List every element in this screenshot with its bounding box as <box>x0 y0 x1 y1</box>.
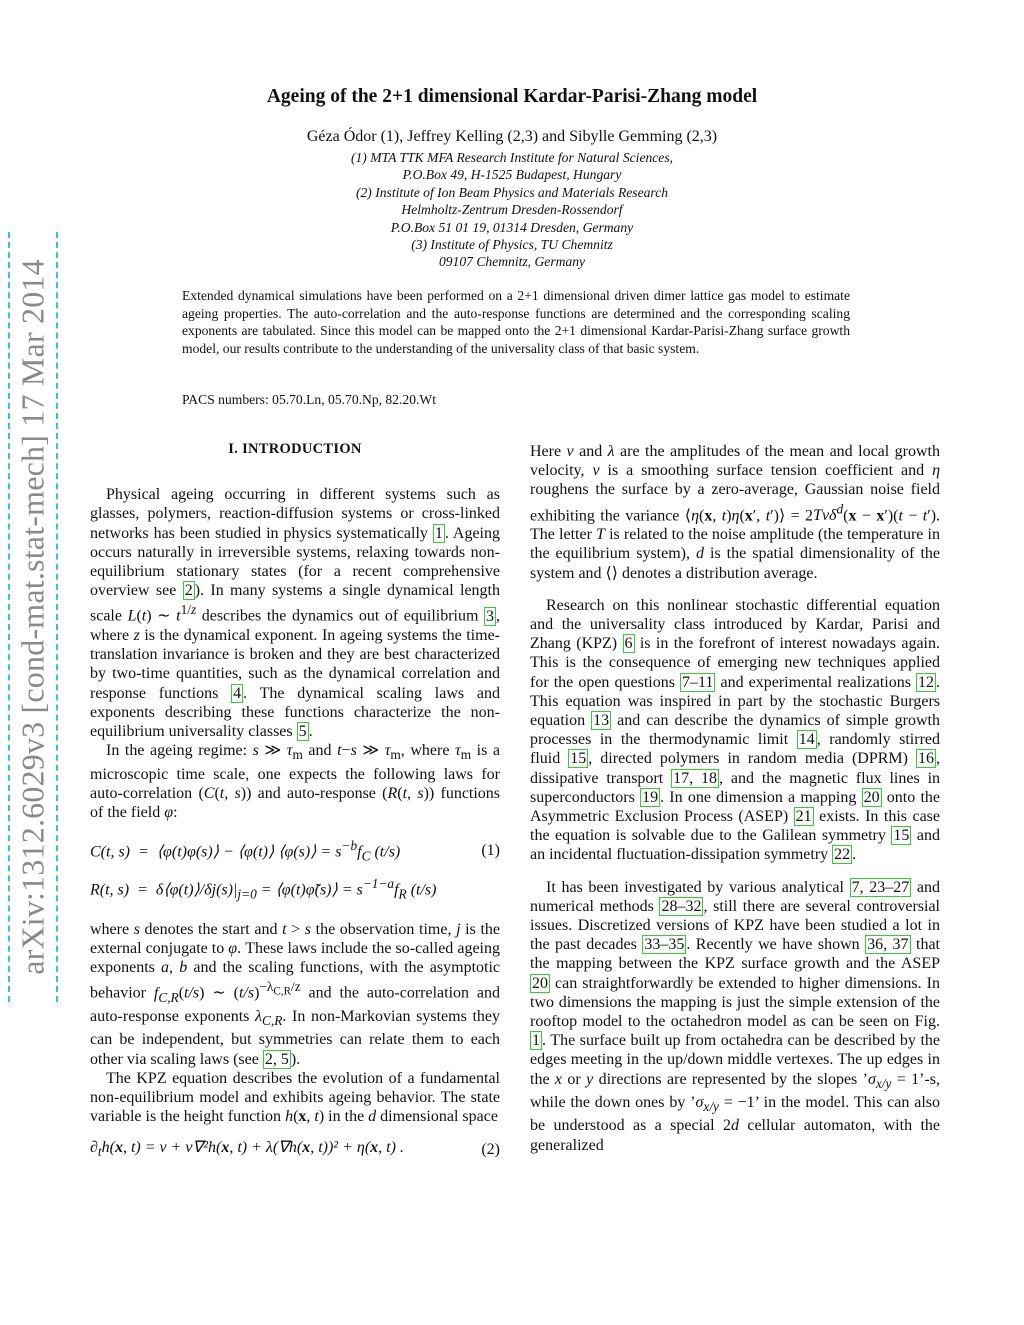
citation-link[interactable]: 17, 18 <box>673 769 717 787</box>
citation-link[interactable]: 20 <box>532 974 548 992</box>
affiliations <box>150 149 874 271</box>
affiliation-line: P.O.Box 51 01 19, 01314 Dresden, Germany <box>390 219 634 235</box>
body-paragraph: The KPZ equation describes the evolution of a fundamental non-equilibrium model and exhibits ageing behavior. The state variable is the height function h(x, t) in the d dimensional space <box>90 1069 500 1126</box>
right-column <box>530 442 940 1155</box>
affiliation-line: (3) Institute of Physics, TU Chemnitz <box>411 237 613 253</box>
paper-authors: Géza Ódor (1), Jeffrey Kelling (2,3) and Sibylle Gemming (2,3) <box>306 128 718 145</box>
equation-1b: R(t, $s) = \delta⟨\varphi(t)⟩/\delta j(s)|_{j=0}$ = ⟨φ(t)φ̃(s)⟩ = $s^{-1-a}f_R$ (t/s) <box>90 875 437 902</box>
arxiv-side-stamp <box>8 232 58 1002</box>
body-paragraph: Physical ageing occurring in different systems such as glasses, polymers, reaction-diffusion systems or cross-linked networks has been studied in physics systematically 1 . Ageing occurs naturally in irreversible systems, relaxing towards non-equilibrium stationary states (for a recent comprehensive overview see 2 ). In many systems a single dynamical length scale L(t) ∼ $t^{1/z}$ describes the dynamics out of equilibrium 3 , where z is the dynamical exponent. In ageing systems the time-translation invariance is broken and they are best characterized by two-time quantities, such as the dynamical correlation and response functions 4 . The dynamical scaling laws and exponents describing these functions characterize the non-equilibrium universality classes 5 . <box>90 486 501 740</box>
section-heading: I. INTRODUCTION <box>228 441 362 457</box>
body-paragraph: Here v and λ are the amplitudes of the mean and local growth velocity, ν is a smoothing surface tension coefficient and η roughens the surface by a zero-average, Gaussian noise field exhibiting the variance ⟨η(x, t)η(x′, t′)⟩ = 2Tνδ$^d$(x − x′)(t − t′). The letter T is related to the noise amplitude (the temperature in the equilibrium system), d is the spatial dimensionality of the system and ⟨⟩ denotes a distribution average. <box>530 443 941 582</box>
citation-link[interactable]: 7, 23–27 <box>851 878 910 896</box>
citation-link[interactable]: 6 <box>624 635 633 653</box>
affiliation-line: 09107 Chemnitz, Germany <box>438 254 586 270</box>
body-paragraph: It has been investigated by various analytical 7, 23–27 and numerical methods 28–32 , still there are several controversial issues. Discretized versions of KPZ have been studied a lot in the past decades 33–35 . Recently we have shown 36, 37 that the mapping between the KPZ surface growth and the ASEP 20 can straightforwardly be extended to higher dimensions. In two dimensions the mapping is just the simple extension of the rooftop model to the octahedron model as can be seen on Fig. 1 . The surface built up from octahedra can be described by the edges meeting in the up/down middle vertexes. The up edges in the x or y directions are represented by the slopes $’\sigma_{x/y}$ = 1’-s, while the down ones by $’\sigma_{x/y} = -1$’ in the model. This can also be understood as a special 2d cellular automaton, with the generalized <box>530 878 941 1154</box>
affiliation-line: (1) MTA TTK MFA Research Institute for Natural Sciences, <box>350 150 674 165</box>
citation-link[interactable]: 19 <box>642 788 659 806</box>
affiliation-line: Helmholtz-Zentrum Dresden-Rossendorf <box>401 202 623 218</box>
equation-number: (1) <box>481 842 500 860</box>
citation-link[interactable]: 15 <box>893 827 910 845</box>
left-column <box>90 440 500 1170</box>
abstract: Extended dynamical simulations have been performed on a 2+1 dimensional driven dimer lattice gas model to estimate ageing properties. The auto-correlation and the auto-response functions are determined and the corresponding scaling exponents are tabulated. Since this model can be mapped onto the 2+1 dimensional Kardar-Parisi-Zhang surface growth model, our results contribute to the understanding of the universality class of that basic system. <box>182 288 850 356</box>
citation-link[interactable]: 22 <box>834 846 851 864</box>
citation-link[interactable]: 28–32 <box>661 897 702 915</box>
equation-number: (2) <box>481 1141 500 1159</box>
citation-link[interactable]: 7–11 <box>682 673 714 691</box>
citation-link[interactable]: 2 <box>184 582 193 600</box>
citation-link[interactable]: 36, 37 <box>867 936 909 954</box>
citation-link[interactable]: 3 <box>486 607 495 625</box>
figure-link[interactable]: 1 <box>532 1032 540 1050</box>
citation-link[interactable]: 14 <box>798 731 815 749</box>
citation-link[interactable]: 4 <box>233 684 242 702</box>
paper-title: Ageing of the 2+1 dimensional Kardar-Parisi-Zhang model <box>266 86 758 107</box>
citation-link[interactable]: 1 <box>434 524 443 542</box>
body-paragraph: In the ageing regime: s ≫ $\tau_m$ and t−s ≫ $\tau_m$, where $\tau_m$ is a microscopic time scale, one expects the following laws for auto-correlation (C(t, s)) and auto-response (R(t, s)) functions of the field φ: <box>90 742 501 821</box>
affiliation-line: P.O.Box 49, H-1525 Budapest, Hungary <box>402 167 622 183</box>
citation-link[interactable]: 13 <box>593 711 610 729</box>
citation-link[interactable]: 16 <box>918 750 935 768</box>
citation-link[interactable]: 2, 5 <box>264 1050 289 1068</box>
arxiv-identifier[interactable]: arXiv:1312.6029v3 [cond-mat.stat-mech] 17 Mar 2014 <box>14 259 51 975</box>
citation-link[interactable]: 33–35 <box>644 936 685 954</box>
pacs-numbers: PACS numbers: 05.70.Ln, 05.70.Np, 82.20.Wt <box>182 392 437 407</box>
equation-2: $\partial_th(x$, t) = v + ν∇²h(x, t) + λ(∇h(x, t))² + η(x, t) . (2) <box>90 1139 500 1160</box>
citation-link[interactable]: 12 <box>918 673 935 691</box>
citation-link[interactable]: 21 <box>795 807 812 825</box>
body-paragraph: where s denotes the start and t > s the observation time, j is the external conjugate to φ. These laws include the so-called ageing exponents a, b and the scaling functions, with the asymptotic behavior $f_{C,R}(t/s)$ ∼ $(t/s)^{-\lambda_{C,R}/z}$ and the auto-correlation and auto-response exponents $\lambda_{C,R}$. In non-Markovian systems they can be independent, but symmetries can relate them to each other via scaling laws (see 2, 5 ). <box>90 920 501 1068</box>
citation-link[interactable]: 15 <box>570 750 587 768</box>
citation-link[interactable]: 20 <box>863 788 880 806</box>
body-paragraph: Research on this nonlinear stochastic differential equation and the universality class introduced by Kardar, Parisi and Zhang (KPZ) 6 is in the forefront of interest nowadays again. This is the consequence of emerging new techniques applied for the open questions 7–11 and experimental realizations 12 . This equation was inspired in part by the stochastic Burgers equation 13 and can describe the dynamics of simple growth processes in the thermodynamic limit 14 , randomly stirred fluid 15 , directed polymers in random media (DPRM) 16 , dissipative transport 17, 18 , and the magnetic flux lines in superconductors 19 . In one dimension a mapping 20 onto the Asymmetric Exclusion Process (ASEP) 21 exists. In this case the equation is solvable due to the Galilean symmetry 15 and an incidental fluctuation-dissipation symmetry 22 . <box>530 596 941 864</box>
affiliation-line: (2) Institute of Ion Beam Physics and Materials Research <box>355 184 669 200</box>
citation-link[interactable]: 5 <box>298 722 307 740</box>
equation-1: C(t, s) = ⟨φ(t)φ(s)⟩ − ⟨φ(t)⟩ ⟨φ(s)⟩ = $s^{-b}f_C$ (t/s) (1) <box>90 838 500 864</box>
